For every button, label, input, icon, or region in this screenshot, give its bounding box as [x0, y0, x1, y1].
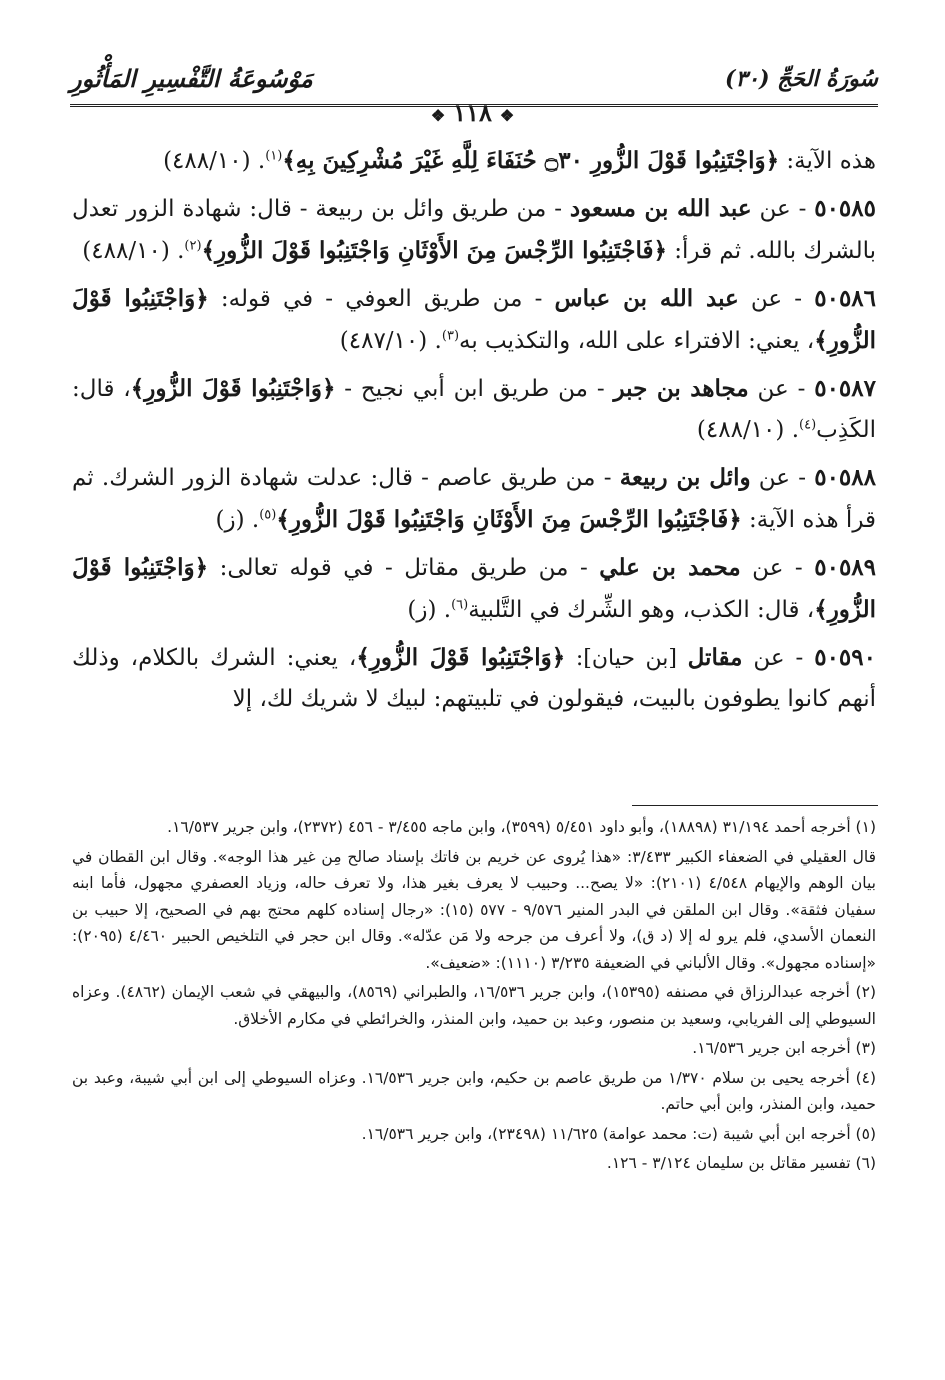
main-text: [72, 140, 876, 720]
narrator-name: مجاهد بن جبر: [613, 375, 749, 402]
narrator-name: مقاتل: [687, 644, 743, 671]
footnote-ref: (٥): [259, 507, 277, 523]
volume-reference: . (٤٨٨/١٠): [82, 238, 185, 264]
verse-intro-paragraph: [72, 140, 876, 182]
page-number-block: [0, 98, 945, 127]
paragraph-text: - عن: [751, 196, 815, 222]
footnote: (١) أخرجه أحمد ٣١/١٩٤ (١٨٨٩٨)، وأبو داود ٥/٤٥١ (٣٥٩٩)، وابن ماجه ٣/٤٥٥ - ٤٥٦ (٢٣٧٢)، وابن جرير ١٦/٥٣٧.: [167, 818, 876, 836]
narrator-qualifier: [بن حيان]:: [565, 646, 688, 671]
footnote-divider: [632, 805, 878, 806]
footnote: (٦) تفسير مقاتل بن سليمان ٣/١٢٤ - ١٢٦.: [606, 1154, 876, 1172]
footnote: (٢) أخرجه عبدالرزاق في مصنفه (١٥٣٩٥)، وابن جرير ١٦/٥٣٦، والطبراني (٨٥٦٩)، والبيهقي في شعب الإيمان (٤٨٦٢). وعزاه السيوطي إلى الفريابي، وسعيد بن منصور، وعبد بن حميد، وابن المنذر، والخرائطي في مكارم الأخلاق.: [72, 983, 876, 1028]
narration-paragraph: [72, 188, 876, 272]
narration-number: ٥٠٥٨٧: [814, 375, 876, 402]
page-number: ١١٨: [453, 98, 492, 127]
narrator-name: محمد بن علي: [599, 554, 741, 581]
ornament-icon: ❖: [430, 106, 446, 125]
narrator-name: عبد الله بن عباس: [554, 285, 739, 312]
book-title: مَوْسُوعَةُ التَّفْسِيرِ المَأْثُورِ: [70, 64, 313, 93]
narration-number: ٥٠٥٨٦: [814, 285, 877, 312]
narration-paragraph: [72, 278, 876, 362]
narration-paragraph: [72, 637, 876, 720]
quran-verse: ﴿وَاجْتَنِبُوا قَوْلَ الزُّورِ ۝٣٠ حُنَفَاءَ لِلَّهِ غَيْرَ مُشْرِكِينَ بِهِ﴾: [282, 147, 780, 174]
narration-paragraph: [72, 368, 876, 451]
quran-verse: ﴿وَاجْتَنِبُوا قَوْلَ الزُّورِ﴾: [72, 554, 876, 623]
volume-reference: . (ز): [215, 507, 260, 533]
ornament-icon: ❖: [499, 106, 515, 125]
paragraph-text: - من طريق وائل بن ربيعة - قال: شهادة الزور تعدل بالشرك بالله. ثم قرأ:: [72, 196, 876, 264]
footnote-ref: (٣): [441, 328, 460, 344]
footnote-ref: (٤): [799, 417, 817, 433]
narration-number: ٥٠٥٨٨: [814, 464, 876, 491]
footnotes: [72, 814, 876, 1180]
footnote: قال العقيلي في الضعفاء الكبير ٣/٤٣٣: «هذا يُروى عن خريم بن فاتك بإسناد صالح مِن غير هذا الوجه». وقال ابن القطان في بيان الوهم والإيهام ٤/٥٤٨ (٢١٠١): «لا يصح... وحبيب لا يعرف بغير هذا، ولا تعرف حاله، وزياد العصفري مجهول، فأما ابنه سفيان فثقة». وقال ابن الملقن في البدر المنير ٩/٥٧٦ - ٥٧٧ (١٥): «رجال إسناده كلهم محتج بهم في الصحيح، إلا حبيب بن النعمان الأسدي، فلم يرو له إلا (د ق)، ولا أعرف من جرحه ولا مَن عدّله». وقال ابن حجر في التلخيص الحبير ٤/٤٦٠ (٢٠٩٥): «إسناده مجهول». وقال الألباني في الضعيفة ٣/٢٣٥ (١١١٠): «ضعيف».: [72, 847, 877, 972]
narration-paragraph: [72, 547, 876, 631]
paragraph-text: - من طريق مقاتل - في قوله تعالى:: [208, 555, 600, 581]
narration-number: ٥٠٥٩٠: [814, 644, 876, 671]
quran-verse: ﴿فَاجْتَنِبُوا الرِّجْسَ مِنَ الأَوْثَانِ وَاجْتَنِبُوا قَوْلَ الزُّورِ﴾: [201, 237, 667, 264]
surah-title: سُورَةُ الحَجِّ (٣٠): [725, 66, 878, 92]
quran-verse: ﴿وَاجْتَنِبُوا قَوْلَ الزُّورِ﴾: [72, 285, 876, 354]
paragraph-text: هذه الآية:: [779, 148, 876, 174]
volume-reference: . (٤٨٨/١٠): [696, 417, 800, 443]
paragraph-text: - من طريق العوفي - في قوله:: [208, 286, 555, 312]
paragraph-text: - عن: [750, 465, 815, 491]
quran-verse: ﴿وَاجْتَنِبُوا قَوْلَ الزُّورِ﴾: [356, 644, 566, 671]
paragraph-text: - عن: [742, 645, 815, 671]
narrator-name: عبد الله بن مسعود: [569, 195, 752, 222]
narration-number: ٥٠٥٨٥: [814, 195, 876, 222]
narration-number: ٥٠٥٨٩: [814, 554, 877, 581]
paragraph-text: - عن: [748, 376, 815, 402]
narrator-name: وائل بن ربيعة: [619, 464, 751, 491]
volume-reference: . (٤٨٧/١٠): [339, 328, 442, 354]
volume-reference: . (ز): [407, 597, 452, 623]
narration-paragraph: [72, 457, 876, 541]
quran-verse: ﴿وَاجْتَنِبُوا قَوْلَ الزُّورِ﴾: [130, 375, 336, 402]
quran-verse: ﴿فَاجْتَنِبُوا الرِّجْسَ مِنَ الأَوْثَانِ وَاجْتَنِبُوا قَوْلَ الزُّورِ﴾: [276, 506, 742, 533]
paragraph-text: - من طريق ابن أبي نجيح -: [335, 376, 614, 402]
paragraph-text: ، قال: الكَذِب: [72, 376, 876, 443]
paragraph-text: - عن: [740, 555, 815, 581]
footnote: (٤) أخرجه يحيى بن سلام ١/٣٧٠ من طريق عاصم بن حكيم، وابن جرير ١٦/٥٣٦. وعزاه السيوطي إلى ابن أبي شيبة، وعبد بن حميد، وابن المنذر، وابن أبي حاتم.: [72, 1068, 877, 1113]
volume-reference: . (٤٨٨/١٠): [163, 148, 266, 174]
footnote: (٥) أخرجه ابن أبي شيبة (ت: محمد عوامة) ١١/٦٢٥ (٢٣٤٩٨)، وابن جرير ١٦/٥٣٦.: [361, 1124, 876, 1143]
footnote: (٣) أخرجه ابن جرير ١٦/٥٣٦.: [692, 1039, 876, 1057]
footnote-ref: (٦): [451, 597, 469, 613]
paragraph-text: ، قال: الكذب، وهو الشِّرك في التَّلبية: [468, 597, 815, 623]
paragraph-text: ، يعني: الشرك بالكلام، وذلك أنهم كانوا يطوفون بالبيت، فيقولون في تلبيتهم: لبيك لا شريك لك، إلا: [72, 645, 876, 712]
paragraph-text: ، يعني: الافتراء على الله، والتكذيب به: [459, 328, 815, 354]
paragraph-text: - من طريق عاصم - قال: عدلت شهادة الزور الشرك. ثم قرأ هذه الآية:: [72, 465, 876, 533]
paragraph-text: - عن: [738, 286, 815, 312]
footnote-ref: (٢): [184, 238, 202, 254]
footnote-ref: (١): [265, 148, 283, 164]
